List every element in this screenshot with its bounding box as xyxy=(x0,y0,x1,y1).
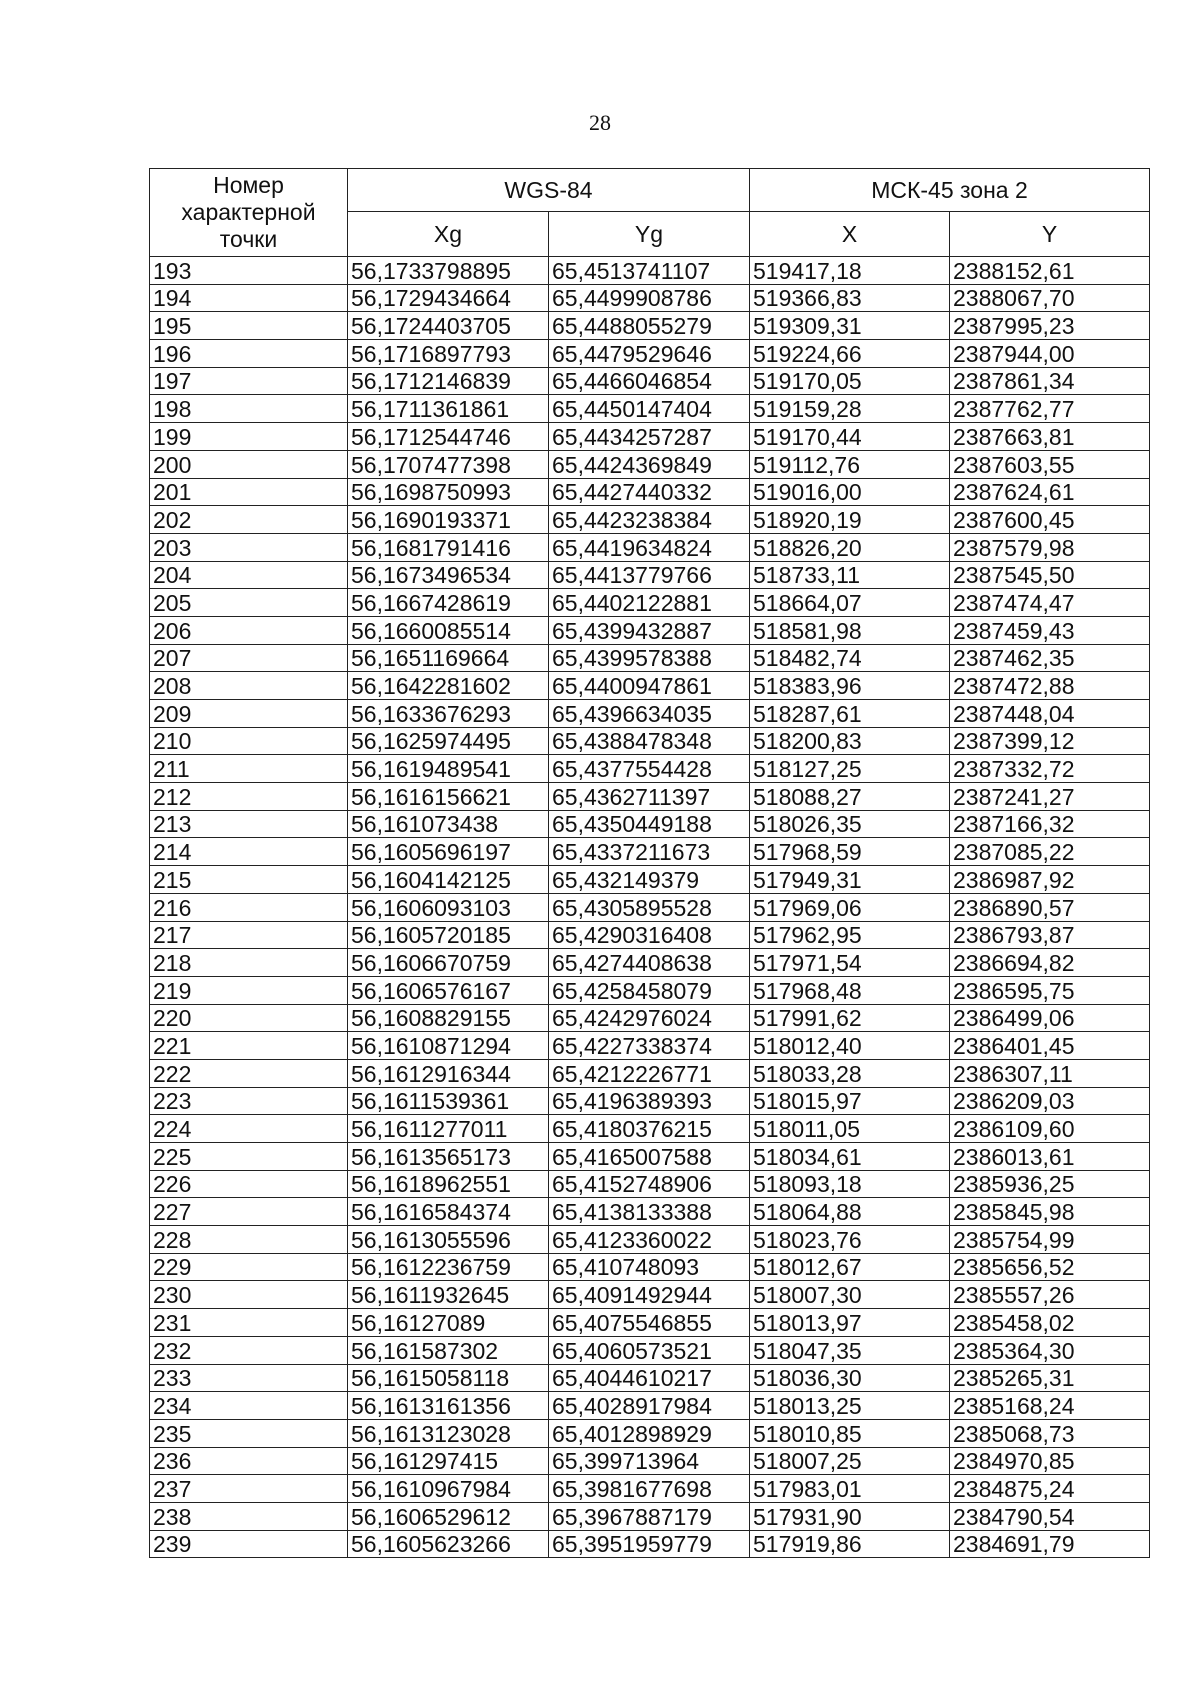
table-row xyxy=(150,921,1150,949)
cell-x: 518023,76 xyxy=(750,1226,950,1254)
cell-y: 2387241,27 xyxy=(950,783,1150,811)
cell-xg: 56,1606670759 xyxy=(348,949,549,977)
cell-x: 519016,00 xyxy=(750,478,950,506)
cell-x: 518010,85 xyxy=(750,1419,950,1447)
cell-point-number: 203 xyxy=(150,533,348,561)
cell-y: 2384970,85 xyxy=(950,1447,1150,1475)
table-row xyxy=(150,810,1150,838)
cell-xg: 56,1611539361 xyxy=(348,1087,549,1115)
cell-point-number: 198 xyxy=(150,395,348,423)
cell-point-number: 218 xyxy=(150,949,348,977)
cell-xg: 56,1611277011 xyxy=(348,1115,549,1143)
cell-y: 2385936,25 xyxy=(950,1170,1150,1198)
cell-x: 517969,06 xyxy=(750,893,950,921)
cell-x: 517949,31 xyxy=(750,866,950,894)
cell-point-number: 238 xyxy=(150,1502,348,1530)
cell-point-number: 197 xyxy=(150,367,348,395)
cell-yg: 65,4450147404 xyxy=(549,395,750,423)
cell-point-number: 215 xyxy=(150,866,348,894)
header-x: X xyxy=(750,212,950,257)
cell-xg: 56,1729434664 xyxy=(348,284,549,312)
cell-yg: 65,4337211673 xyxy=(549,838,750,866)
cell-point-number: 202 xyxy=(150,506,348,534)
cell-xg: 56,1651169664 xyxy=(348,644,549,672)
cell-x: 518033,28 xyxy=(750,1059,950,1087)
table-row xyxy=(150,1419,1150,1447)
cell-x: 518383,96 xyxy=(750,672,950,700)
table-row xyxy=(150,561,1150,589)
cell-yg: 65,4396634035 xyxy=(549,700,750,728)
cell-x: 519170,44 xyxy=(750,423,950,451)
cell-xg: 56,1616156621 xyxy=(348,783,549,811)
table-body xyxy=(150,257,1150,1558)
cell-point-number: 209 xyxy=(150,700,348,728)
cell-xg: 56,1707477398 xyxy=(348,450,549,478)
cell-point-number: 234 xyxy=(150,1392,348,1420)
cell-point-number: 220 xyxy=(150,1004,348,1032)
cell-y: 2385557,26 xyxy=(950,1281,1150,1309)
cell-y: 2387663,81 xyxy=(950,423,1150,451)
cell-point-number: 211 xyxy=(150,755,348,783)
cell-yg: 65,4402122881 xyxy=(549,589,750,617)
table-row xyxy=(150,672,1150,700)
cell-point-number: 226 xyxy=(150,1170,348,1198)
table-row xyxy=(150,478,1150,506)
cell-yg: 65,4180376215 xyxy=(549,1115,750,1143)
cell-point-number: 214 xyxy=(150,838,348,866)
cell-yg: 65,3951959779 xyxy=(549,1530,750,1558)
table-row xyxy=(150,1087,1150,1115)
cell-xg: 56,1619489541 xyxy=(348,755,549,783)
cell-point-number: 199 xyxy=(150,423,348,451)
cell-point-number: 196 xyxy=(150,340,348,368)
cell-xg: 56,1606093103 xyxy=(348,893,549,921)
cell-x: 518664,07 xyxy=(750,589,950,617)
cell-x: 518733,11 xyxy=(750,561,950,589)
cell-x: 519170,05 xyxy=(750,367,950,395)
table-row xyxy=(150,838,1150,866)
cell-y: 2386307,11 xyxy=(950,1059,1150,1087)
table-row xyxy=(150,506,1150,534)
cell-x: 518013,25 xyxy=(750,1392,950,1420)
cell-xg: 56,1605720185 xyxy=(348,921,549,949)
cell-point-number: 228 xyxy=(150,1226,348,1254)
cell-xg: 56,1610967984 xyxy=(348,1475,549,1503)
cell-y: 2387399,12 xyxy=(950,727,1150,755)
cell-point-number: 212 xyxy=(150,783,348,811)
cell-x: 518047,35 xyxy=(750,1336,950,1364)
cell-yg: 65,4212226771 xyxy=(549,1059,750,1087)
coordinates-table xyxy=(149,168,1150,1558)
cell-point-number: 216 xyxy=(150,893,348,921)
cell-yg: 65,4165007588 xyxy=(549,1143,750,1171)
cell-x: 519366,83 xyxy=(750,284,950,312)
cell-yg: 65,4466046854 xyxy=(549,367,750,395)
cell-x: 518015,97 xyxy=(750,1087,950,1115)
table-row xyxy=(150,1115,1150,1143)
table-row xyxy=(150,340,1150,368)
cell-point-number: 207 xyxy=(150,644,348,672)
cell-point-number: 208 xyxy=(150,672,348,700)
header-wgs84: WGS-84 xyxy=(348,169,750,212)
cell-yg: 65,4413779766 xyxy=(549,561,750,589)
cell-y: 2387332,72 xyxy=(950,755,1150,783)
cell-x: 518036,30 xyxy=(750,1364,950,1392)
cell-y: 2387861,34 xyxy=(950,367,1150,395)
cell-x: 519309,31 xyxy=(750,312,950,340)
header-point-number: Номер характерной точки xyxy=(150,169,348,257)
cell-xg: 56,1642281602 xyxy=(348,672,549,700)
cell-point-number: 231 xyxy=(150,1309,348,1337)
cell-point-number: 239 xyxy=(150,1530,348,1558)
cell-x: 518920,19 xyxy=(750,506,950,534)
cell-x: 518012,40 xyxy=(750,1032,950,1060)
header-y: Y xyxy=(950,212,1150,257)
cell-xg: 56,1698750993 xyxy=(348,478,549,506)
cell-yg: 65,4290316408 xyxy=(549,921,750,949)
cell-y: 2387472,88 xyxy=(950,672,1150,700)
cell-xg: 56,16127089 xyxy=(348,1309,549,1337)
page-number: 28 xyxy=(589,110,611,135)
cell-yg: 65,4258458079 xyxy=(549,976,750,1004)
table-row xyxy=(150,1502,1150,1530)
cell-x: 517968,59 xyxy=(750,838,950,866)
table-row xyxy=(150,616,1150,644)
cell-point-number: 193 xyxy=(150,257,348,285)
cell-x: 518127,25 xyxy=(750,755,950,783)
cell-y: 2385068,73 xyxy=(950,1419,1150,1447)
header-xg: Xg xyxy=(348,212,549,257)
cell-y: 2388152,61 xyxy=(950,257,1150,285)
cell-xg: 56,1613161356 xyxy=(348,1392,549,1420)
cell-x: 518012,67 xyxy=(750,1253,950,1281)
cell-yg: 65,4434257287 xyxy=(549,423,750,451)
cell-yg: 65,4350449188 xyxy=(549,810,750,838)
cell-y: 2387448,04 xyxy=(950,700,1150,728)
cell-point-number: 221 xyxy=(150,1032,348,1060)
table-row xyxy=(150,1032,1150,1060)
cell-yg: 65,4138133388 xyxy=(549,1198,750,1226)
cell-xg: 56,1612916344 xyxy=(348,1059,549,1087)
cell-y: 2387166,32 xyxy=(950,810,1150,838)
cell-x: 518026,35 xyxy=(750,810,950,838)
cell-point-number: 213 xyxy=(150,810,348,838)
table-header xyxy=(150,169,1150,257)
cell-point-number: 237 xyxy=(150,1475,348,1503)
cell-y: 2387459,43 xyxy=(950,616,1150,644)
cell-xg: 56,1613565173 xyxy=(348,1143,549,1171)
cell-yg: 65,4513741107 xyxy=(549,257,750,285)
cell-point-number: 194 xyxy=(150,284,348,312)
cell-yg: 65,399713964 xyxy=(549,1447,750,1475)
cell-y: 2387762,77 xyxy=(950,395,1150,423)
table-row xyxy=(150,1364,1150,1392)
cell-x: 517983,01 xyxy=(750,1475,950,1503)
cell-y: 2386401,45 xyxy=(950,1032,1150,1060)
cell-y: 2387603,55 xyxy=(950,450,1150,478)
cell-yg: 65,4377554428 xyxy=(549,755,750,783)
cell-yg: 65,4362711397 xyxy=(549,783,750,811)
table-row xyxy=(150,533,1150,561)
cell-y: 2384691,79 xyxy=(950,1530,1150,1558)
cell-y: 2387462,35 xyxy=(950,644,1150,672)
cell-y: 2386499,06 xyxy=(950,1004,1150,1032)
table-row xyxy=(150,1004,1150,1032)
cell-point-number: 201 xyxy=(150,478,348,506)
cell-xg: 56,1625974495 xyxy=(348,727,549,755)
cell-xg: 56,1613055596 xyxy=(348,1226,549,1254)
cell-y: 2386013,61 xyxy=(950,1143,1150,1171)
cell-y: 2387579,98 xyxy=(950,533,1150,561)
table-row xyxy=(150,1309,1150,1337)
cell-xg: 56,1611932645 xyxy=(348,1281,549,1309)
cell-xg: 56,1610871294 xyxy=(348,1032,549,1060)
table-row xyxy=(150,1336,1150,1364)
cell-yg: 65,4499908786 xyxy=(549,284,750,312)
table-row xyxy=(150,450,1150,478)
cell-xg: 56,1690193371 xyxy=(348,506,549,534)
cell-x: 519224,66 xyxy=(750,340,950,368)
cell-point-number: 224 xyxy=(150,1115,348,1143)
cell-yg: 65,4427440332 xyxy=(549,478,750,506)
cell-xg: 56,1616584374 xyxy=(348,1198,549,1226)
table-row xyxy=(150,1530,1150,1558)
table-row xyxy=(150,1143,1150,1171)
cell-point-number: 219 xyxy=(150,976,348,1004)
cell-yg: 65,4196389393 xyxy=(549,1087,750,1115)
table-row xyxy=(150,783,1150,811)
cell-y: 2386987,92 xyxy=(950,866,1150,894)
cell-xg: 56,1660085514 xyxy=(348,616,549,644)
cell-xg: 56,1618962551 xyxy=(348,1170,549,1198)
table-row xyxy=(150,1281,1150,1309)
table-row xyxy=(150,395,1150,423)
table-row xyxy=(150,976,1150,1004)
table-row xyxy=(150,644,1150,672)
cell-x: 518034,61 xyxy=(750,1143,950,1171)
cell-yg: 65,4424369849 xyxy=(549,450,750,478)
table-row xyxy=(150,1170,1150,1198)
cell-y: 2387085,22 xyxy=(950,838,1150,866)
cell-x: 518200,83 xyxy=(750,727,950,755)
cell-x: 518482,74 xyxy=(750,644,950,672)
table-row xyxy=(150,367,1150,395)
cell-x: 517991,62 xyxy=(750,1004,950,1032)
cell-x: 519112,76 xyxy=(750,450,950,478)
cell-y: 2387474,47 xyxy=(950,589,1150,617)
cell-x: 519159,28 xyxy=(750,395,950,423)
cell-yg: 65,4091492944 xyxy=(549,1281,750,1309)
cell-point-number: 210 xyxy=(150,727,348,755)
cell-y: 2385754,99 xyxy=(950,1226,1150,1254)
cell-yg: 65,4075546855 xyxy=(549,1309,750,1337)
cell-xg: 56,1612236759 xyxy=(348,1253,549,1281)
cell-point-number: 195 xyxy=(150,312,348,340)
cell-xg: 56,1613123028 xyxy=(348,1419,549,1447)
cell-point-number: 225 xyxy=(150,1143,348,1171)
cell-xg: 56,1606529612 xyxy=(348,1502,549,1530)
cell-point-number: 232 xyxy=(150,1336,348,1364)
cell-y: 2388067,70 xyxy=(950,284,1150,312)
cell-point-number: 205 xyxy=(150,589,348,617)
table-row xyxy=(150,1447,1150,1475)
cell-y: 2385265,31 xyxy=(950,1364,1150,1392)
cell-yg: 65,4419634824 xyxy=(549,533,750,561)
cell-xg: 56,161297415 xyxy=(348,1447,549,1475)
cell-yg: 65,4242976024 xyxy=(549,1004,750,1032)
cell-yg: 65,4012898929 xyxy=(549,1419,750,1447)
cell-xg: 56,1712146839 xyxy=(348,367,549,395)
cell-yg: 65,4479529646 xyxy=(549,340,750,368)
cell-xg: 56,1615058118 xyxy=(348,1364,549,1392)
table-row xyxy=(150,1059,1150,1087)
cell-y: 2385458,02 xyxy=(950,1309,1150,1337)
cell-xg: 56,1673496534 xyxy=(348,561,549,589)
cell-x: 518088,27 xyxy=(750,783,950,811)
cell-yg: 65,4044610217 xyxy=(549,1364,750,1392)
table-row xyxy=(150,423,1150,451)
cell-x: 518064,88 xyxy=(750,1198,950,1226)
cell-y: 2387624,61 xyxy=(950,478,1150,506)
cell-y: 2387545,50 xyxy=(950,561,1150,589)
cell-yg: 65,4400947861 xyxy=(549,672,750,700)
cell-yg: 65,4274408638 xyxy=(549,949,750,977)
cell-y: 2386890,57 xyxy=(950,893,1150,921)
table-row xyxy=(150,284,1150,312)
cell-x: 518007,30 xyxy=(750,1281,950,1309)
table-row xyxy=(150,1475,1150,1503)
table-row xyxy=(150,866,1150,894)
cell-x: 518093,18 xyxy=(750,1170,950,1198)
cell-y: 2387995,23 xyxy=(950,312,1150,340)
table-row xyxy=(150,257,1150,285)
cell-y: 2384875,24 xyxy=(950,1475,1150,1503)
cell-point-number: 227 xyxy=(150,1198,348,1226)
cell-yg: 65,4305895528 xyxy=(549,893,750,921)
table-row xyxy=(150,1392,1150,1420)
cell-yg: 65,4399578388 xyxy=(549,644,750,672)
cell-xg: 56,1608829155 xyxy=(348,1004,549,1032)
cell-x: 518581,98 xyxy=(750,616,950,644)
table-row xyxy=(150,1198,1150,1226)
table-row xyxy=(150,589,1150,617)
cell-y: 2385656,52 xyxy=(950,1253,1150,1281)
table-row xyxy=(150,1226,1150,1254)
cell-yg: 65,3967887179 xyxy=(549,1502,750,1530)
cell-xg: 56,1604142125 xyxy=(348,866,549,894)
cell-x: 518826,20 xyxy=(750,533,950,561)
table-row xyxy=(150,700,1150,728)
cell-x: 519417,18 xyxy=(750,257,950,285)
cell-xg: 56,161587302 xyxy=(348,1336,549,1364)
cell-xg: 56,1712544746 xyxy=(348,423,549,451)
cell-yg: 65,4388478348 xyxy=(549,727,750,755)
table-row xyxy=(150,949,1150,977)
cell-point-number: 229 xyxy=(150,1253,348,1281)
cell-x: 518287,61 xyxy=(750,700,950,728)
cell-yg: 65,4152748906 xyxy=(549,1170,750,1198)
cell-point-number: 200 xyxy=(150,450,348,478)
cell-x: 517962,95 xyxy=(750,921,950,949)
cell-y: 2385364,30 xyxy=(950,1336,1150,1364)
cell-y: 2385845,98 xyxy=(950,1198,1150,1226)
cell-yg: 65,3981677698 xyxy=(549,1475,750,1503)
cell-y: 2386694,82 xyxy=(950,949,1150,977)
cell-x: 517919,86 xyxy=(750,1530,950,1558)
cell-yg: 65,4227338374 xyxy=(549,1032,750,1060)
cell-y: 2385168,24 xyxy=(950,1392,1150,1420)
cell-y: 2386595,75 xyxy=(950,976,1150,1004)
cell-point-number: 223 xyxy=(150,1087,348,1115)
cell-point-number: 233 xyxy=(150,1364,348,1392)
cell-yg: 65,4028917984 xyxy=(549,1392,750,1420)
cell-yg: 65,4399432887 xyxy=(549,616,750,644)
header-msk45: МСК-45 зона 2 xyxy=(750,169,1150,212)
cell-point-number: 236 xyxy=(150,1447,348,1475)
cell-y: 2384790,54 xyxy=(950,1502,1150,1530)
cell-y: 2386209,03 xyxy=(950,1087,1150,1115)
cell-xg: 56,1681791416 xyxy=(348,533,549,561)
header-yg: Yg xyxy=(549,212,750,257)
cell-point-number: 217 xyxy=(150,921,348,949)
cell-xg: 56,1733798895 xyxy=(348,257,549,285)
cell-xg: 56,1724403705 xyxy=(348,312,549,340)
table-row xyxy=(150,893,1150,921)
cell-y: 2387600,45 xyxy=(950,506,1150,534)
cell-yg: 65,4423238384 xyxy=(549,506,750,534)
table-row xyxy=(150,727,1150,755)
cell-x: 518007,25 xyxy=(750,1447,950,1475)
cell-point-number: 204 xyxy=(150,561,348,589)
cell-y: 2386109,60 xyxy=(950,1115,1150,1143)
cell-xg: 56,1633676293 xyxy=(348,700,549,728)
cell-xg: 56,1711361861 xyxy=(348,395,549,423)
cell-x: 517971,54 xyxy=(750,949,950,977)
cell-point-number: 230 xyxy=(150,1281,348,1309)
cell-x: 517931,90 xyxy=(750,1502,950,1530)
cell-y: 2386793,87 xyxy=(950,921,1150,949)
cell-yg: 65,4488055279 xyxy=(549,312,750,340)
cell-x: 518013,97 xyxy=(750,1309,950,1337)
cell-yg: 65,410748093 xyxy=(549,1253,750,1281)
table-row xyxy=(150,1253,1150,1281)
cell-yg: 65,4060573521 xyxy=(549,1336,750,1364)
cell-xg: 56,1605696197 xyxy=(348,838,549,866)
cell-xg: 56,1716897793 xyxy=(348,340,549,368)
cell-x: 518011,05 xyxy=(750,1115,950,1143)
cell-point-number: 222 xyxy=(150,1059,348,1087)
table-row xyxy=(150,755,1150,783)
cell-yg: 65,4123360022 xyxy=(549,1226,750,1254)
cell-xg: 56,1605623266 xyxy=(348,1530,549,1558)
cell-xg: 56,1606576167 xyxy=(348,976,549,1004)
cell-xg: 56,1667428619 xyxy=(348,589,549,617)
cell-x: 517968,48 xyxy=(750,976,950,1004)
cell-y: 2387944,00 xyxy=(950,340,1150,368)
cell-point-number: 235 xyxy=(150,1419,348,1447)
cell-point-number: 206 xyxy=(150,616,348,644)
cell-xg: 56,161073438 xyxy=(348,810,549,838)
table-row xyxy=(150,312,1150,340)
cell-yg: 65,432149379 xyxy=(549,866,750,894)
